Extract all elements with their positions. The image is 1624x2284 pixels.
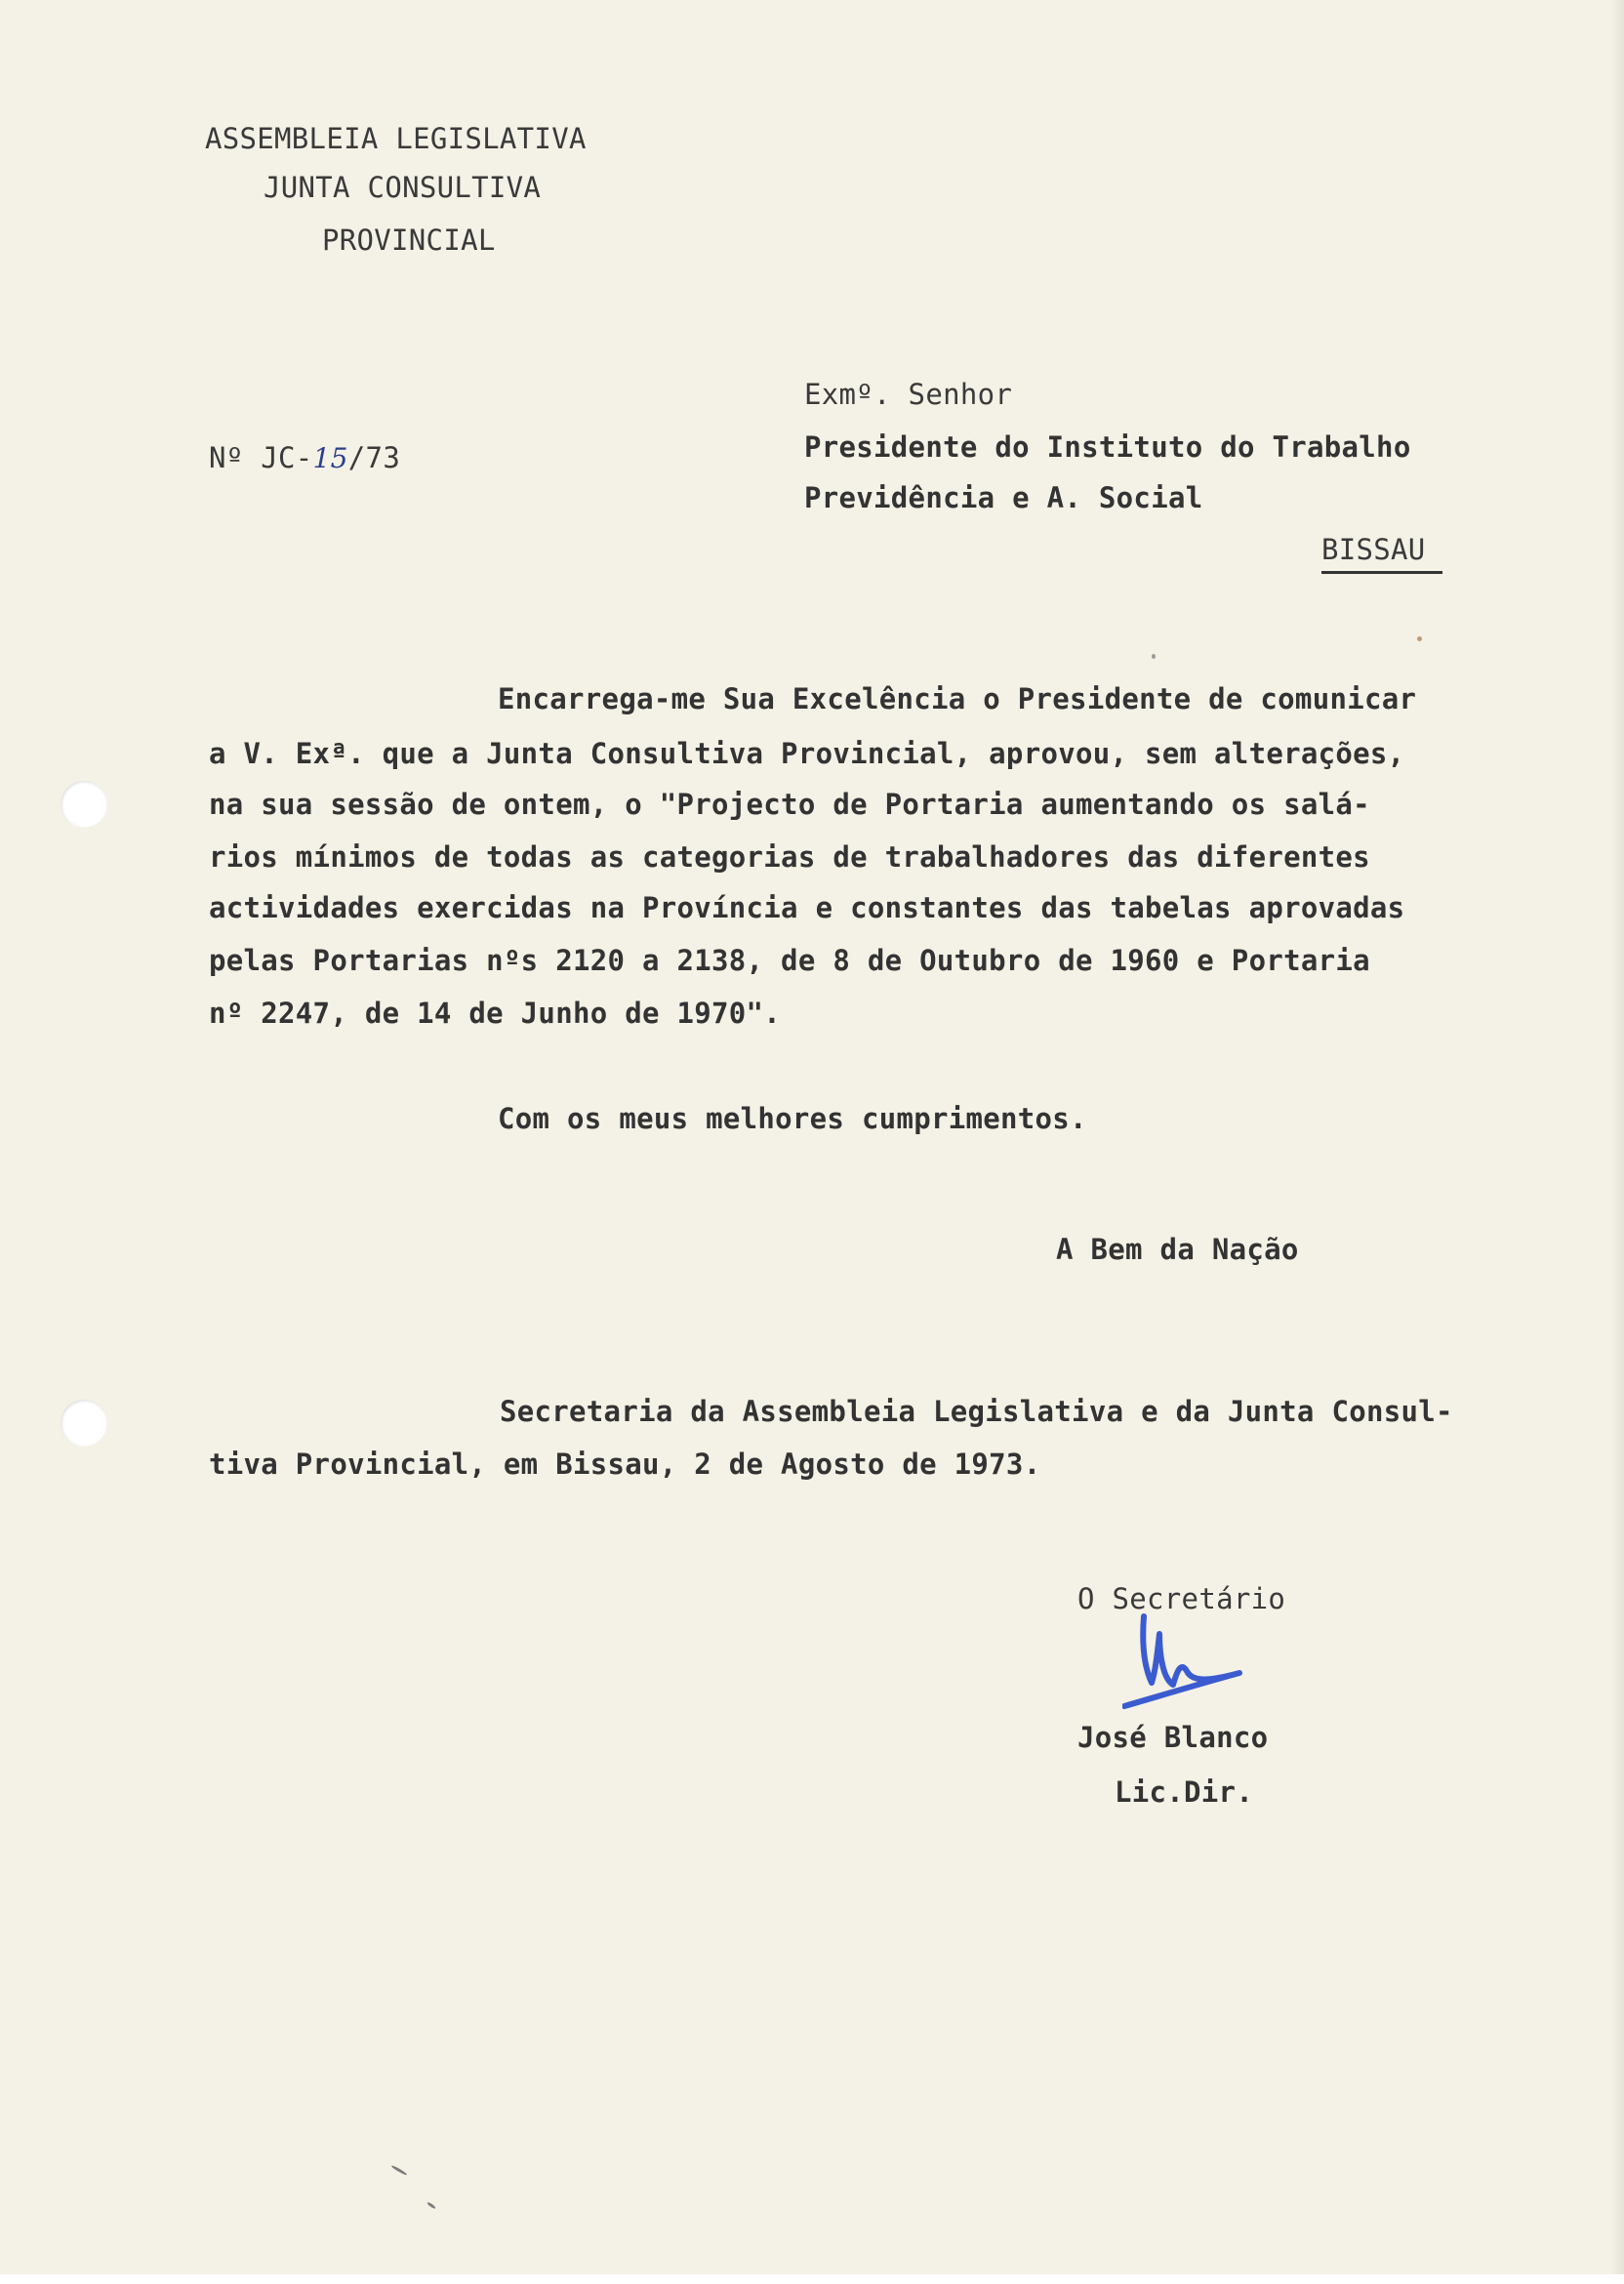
city-underline <box>1321 571 1442 574</box>
place-date-line-1: Secretaria da Assembleia Legislativa e da Junta Consul- <box>500 1395 1453 1428</box>
body-line-2: a V. Exª. que a Junta Consultiva Provincial, aprovou, sem alterações, <box>209 737 1405 770</box>
handwritten-reference-number: 15 <box>312 442 348 474</box>
signatory-degree: Lic.Dir. <box>1115 1775 1254 1809</box>
signatory-title: O Secretário <box>1077 1582 1286 1615</box>
header-line-assembly: ASSEMBLEIA LEGISLATIVA <box>205 122 587 155</box>
header-line-provincial: PROVINCIAL <box>322 224 496 257</box>
paper-speck <box>426 2201 436 2209</box>
closing-greeting: Com os meus melhores cumprimentos. <box>498 1102 1087 1135</box>
addressee-salutation: Exmº. Senhor <box>804 378 1013 411</box>
addressee-line-2: Previdência e A. Social <box>804 481 1203 514</box>
reference-suffix: /73 <box>347 441 401 474</box>
page-edge-shadow <box>1610 0 1624 2284</box>
body-line-3: na sua sessão de ontem, o "Projecto de Portaria aumentando os salá- <box>209 788 1370 821</box>
place-date-line-2: tiva Provincial, em Bissau, 2 de Agosto de 1973. <box>209 1448 1041 1481</box>
addressee-city: BISSAU <box>1321 533 1426 566</box>
body-line-6: pelas Portarias nºs 2120 a 2138, de 8 de Outubro de 1960 e Portaria <box>209 944 1370 977</box>
body-line-5: actividades exercidas na Província e constantes das tabelas aprovadas <box>209 891 1405 924</box>
addressee-line-1: Presidente do Instituto do Trabalho <box>804 430 1411 464</box>
handwritten-signature <box>1122 1612 1298 1730</box>
punch-hole-top <box>61 781 107 828</box>
body-line-4: rios mínimos de todas as categorias de trabalhadores das diferentes <box>209 840 1370 874</box>
body-line-1: Encarrega-me Sua Excelência o Presidente de comunicar <box>498 682 1417 715</box>
header-line-junta: JUNTA CONSULTIVA <box>264 171 542 204</box>
paper-speck <box>1417 636 1422 641</box>
signatory-name: José Blanco <box>1077 1721 1269 1754</box>
paper-speck <box>390 2165 407 2177</box>
punch-hole-bottom <box>61 1400 107 1447</box>
body-line-7: nº 2247, de 14 de Junho de 1970". <box>209 997 782 1030</box>
reference-prefix: Nº JC- <box>209 441 313 474</box>
paper-speck <box>1152 654 1156 659</box>
reference-number <box>209 440 400 476</box>
page-bottom-edge <box>0 2274 1624 2284</box>
closing-motto: A Bem da Nação <box>1056 1233 1299 1266</box>
